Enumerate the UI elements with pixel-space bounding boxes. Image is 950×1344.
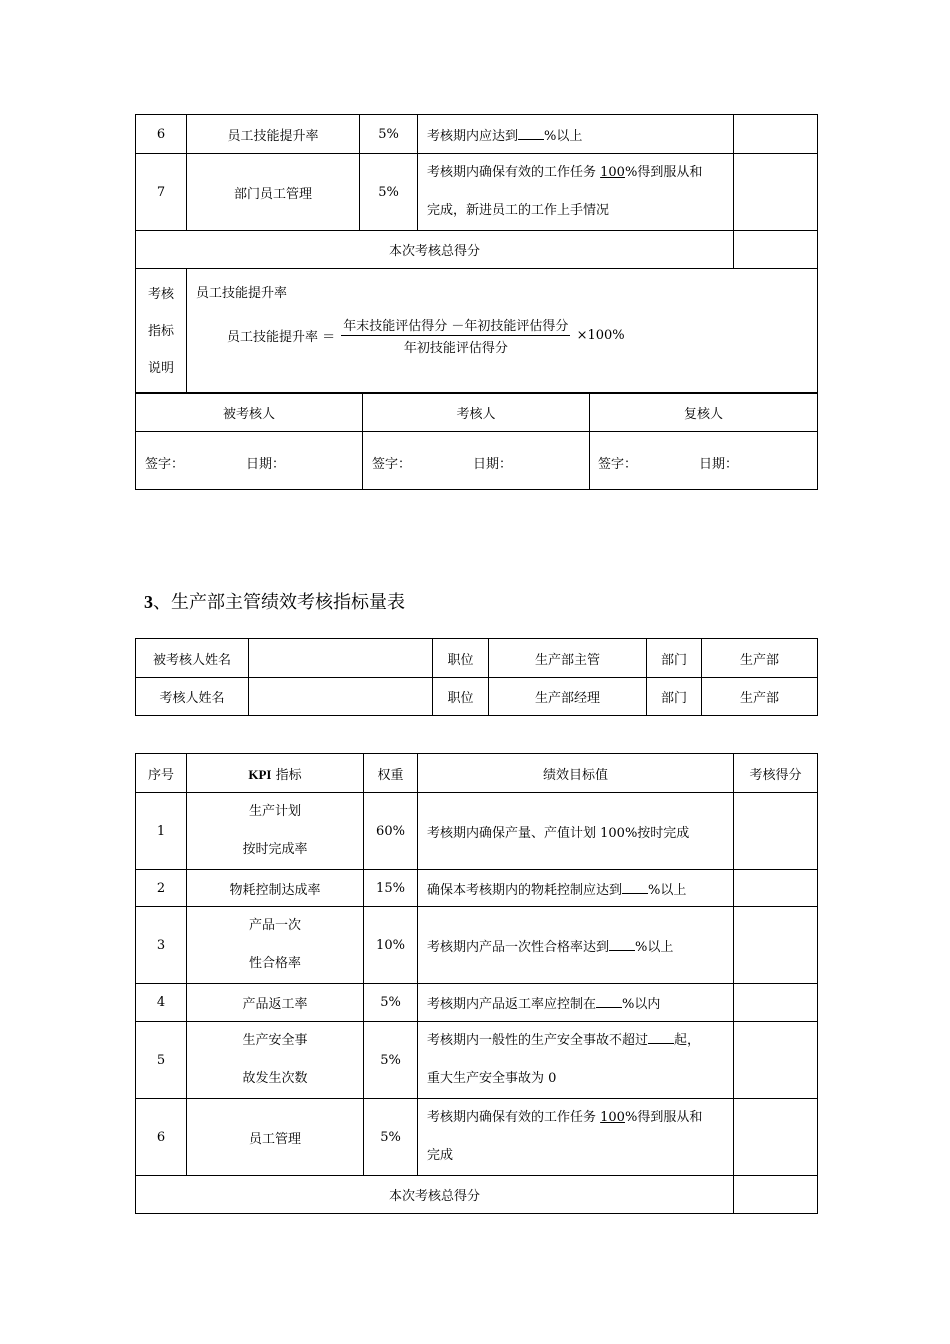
fill-blank — [622, 881, 648, 894]
table-row — [136, 639, 818, 678]
row-number: 3 — [136, 907, 187, 984]
score-cell — [734, 793, 818, 870]
kpi-weight: 5% — [364, 984, 418, 1022]
explanation-title: 员工技能提升率 — [196, 286, 288, 301]
table-row — [136, 154, 818, 231]
score-cell — [734, 870, 818, 907]
section-title: 3、生产部主管绩效考核指标量表 — [144, 592, 405, 613]
score-cell — [734, 1099, 818, 1176]
signer-header: 复核人 — [590, 393, 818, 432]
date-label: 日期： — [699, 457, 739, 472]
row-number: 2 — [136, 870, 187, 907]
kpi-weight: 5% — [364, 1022, 418, 1099]
signature-cell — [590, 432, 818, 490]
row-number: 4 — [136, 984, 187, 1022]
kpi-weight: 15% — [364, 870, 418, 907]
assessee-name-value[interactable] — [249, 639, 433, 678]
table-row — [136, 984, 818, 1022]
signature-cell — [136, 432, 363, 490]
score-cell — [734, 115, 818, 154]
kpi-name: 部门员工管理 — [187, 154, 360, 231]
department-label: 部门 — [647, 639, 702, 678]
kpi-name: 生产安全事 故发生次数 — [187, 1022, 364, 1099]
formula — [227, 315, 625, 356]
formula-numerator: 年末技能评估得分 －年初技能评估得分 — [341, 315, 570, 336]
total-score-cell — [734, 231, 818, 269]
header-target: 绩效目标值 — [418, 754, 734, 793]
header-score: 考核得分 — [734, 754, 818, 793]
fill-blank — [648, 1031, 674, 1044]
score-cell — [734, 907, 818, 984]
formula-tail: ×100% — [576, 328, 625, 343]
department-value: 生产部 — [702, 639, 818, 678]
fill-blank — [609, 938, 635, 951]
row-number: 5 — [136, 1022, 187, 1099]
total-row — [136, 1176, 818, 1214]
table-row — [136, 115, 818, 154]
header-no: 序号 — [136, 754, 187, 793]
formula-lhs: 员工技能提升率 ＝ — [227, 330, 336, 345]
kpi-table-continued — [135, 114, 818, 394]
row-number: 6 — [136, 115, 187, 154]
department-label: 部门 — [647, 678, 702, 716]
kpi-name: 产品返工率 — [187, 984, 364, 1022]
row-number: 6 — [136, 1099, 187, 1176]
score-cell — [734, 984, 818, 1022]
header-row — [136, 754, 818, 793]
table-row — [136, 793, 818, 870]
table-row — [136, 1022, 818, 1099]
kpi-target: 确保本考核期内的物耗控制应达到 %以上 — [418, 870, 734, 907]
kpi-target: 考核期内产品返工率应控制在 %以内 — [418, 984, 734, 1022]
kpi-weight: 5% — [360, 115, 418, 154]
position-value: 生产部经理 — [489, 678, 647, 716]
assessor-name-label: 考核人姓名 — [136, 678, 249, 716]
kpi-target: 考核期内确保产量、产值计划 100%按时完成 — [418, 793, 734, 870]
total-label: 本次考核总得分 — [136, 231, 734, 269]
fill-blank — [596, 995, 622, 1008]
kpi-weight: 10% — [364, 907, 418, 984]
header-kpi: KPI 指标 — [187, 754, 364, 793]
kpi-name: 员工技能提升率 — [187, 115, 360, 154]
total-label: 本次考核总得分 — [136, 1176, 734, 1214]
kpi-name: 生产计划 按时完成率 — [187, 793, 364, 870]
row-number: 7 — [136, 154, 187, 231]
assessor-name-value[interactable] — [249, 678, 433, 716]
kpi-table — [135, 753, 818, 1214]
position-label: 职位 — [433, 678, 489, 716]
signature-table — [135, 392, 818, 490]
signature-cell — [363, 432, 590, 490]
department-value: 生产部 — [702, 678, 818, 716]
total-score-cell — [734, 1176, 818, 1214]
position-label: 职位 — [433, 639, 489, 678]
sign-label: 签字： — [598, 457, 638, 472]
kpi-target: 考核期内确保有效的工作任务 100%得到服从和 完成，新进员工的工作上手情况 — [418, 154, 734, 231]
fill-blank — [518, 127, 544, 140]
position-value: 生产部主管 — [489, 639, 647, 678]
assessee-info-table — [135, 638, 818, 716]
date-label: 日期： — [473, 457, 513, 472]
table-row — [136, 1099, 818, 1176]
date-label: 日期： — [246, 457, 286, 472]
explanation-label: 考核 指标 说明 — [136, 269, 187, 394]
kpi-name: 物耗控制达成率 — [187, 870, 364, 907]
table-row — [136, 907, 818, 984]
explanation-row — [136, 269, 818, 394]
total-row — [136, 231, 818, 269]
formula-fraction — [341, 315, 570, 356]
signer-header: 考核人 — [363, 393, 590, 432]
sign-label: 签字： — [145, 457, 185, 472]
signer-header: 被考核人 — [136, 393, 363, 432]
signature-row — [136, 432, 818, 490]
assessee-name-label: 被考核人姓名 — [136, 639, 249, 678]
score-cell — [734, 1022, 818, 1099]
kpi-name: 员工管理 — [187, 1099, 364, 1176]
explanation-content — [187, 269, 818, 394]
sign-label: 签字： — [372, 457, 412, 472]
kpi-weight: 5% — [364, 1099, 418, 1176]
score-cell — [734, 154, 818, 231]
kpi-target: 考核期内产品一次性合格率达到 %以上 — [418, 907, 734, 984]
kpi-target: 考核期内确保有效的工作任务 100%得到服从和 完成 — [418, 1099, 734, 1176]
kpi-target: 考核期内应达到 %以上 — [418, 115, 734, 154]
signature-header-row — [136, 393, 818, 432]
header-weight: 权重 — [364, 754, 418, 793]
kpi-weight: 60% — [364, 793, 418, 870]
row-number: 1 — [136, 793, 187, 870]
kpi-name: 产品一次 性合格率 — [187, 907, 364, 984]
table-row — [136, 870, 818, 907]
kpi-weight: 5% — [360, 154, 418, 231]
formula-denominator: 年初技能评估得分 — [403, 341, 508, 356]
table-row — [136, 678, 818, 716]
kpi-target: 考核期内一般性的生产安全事故不超过 起， 重大生产安全事故为 0 — [418, 1022, 734, 1099]
